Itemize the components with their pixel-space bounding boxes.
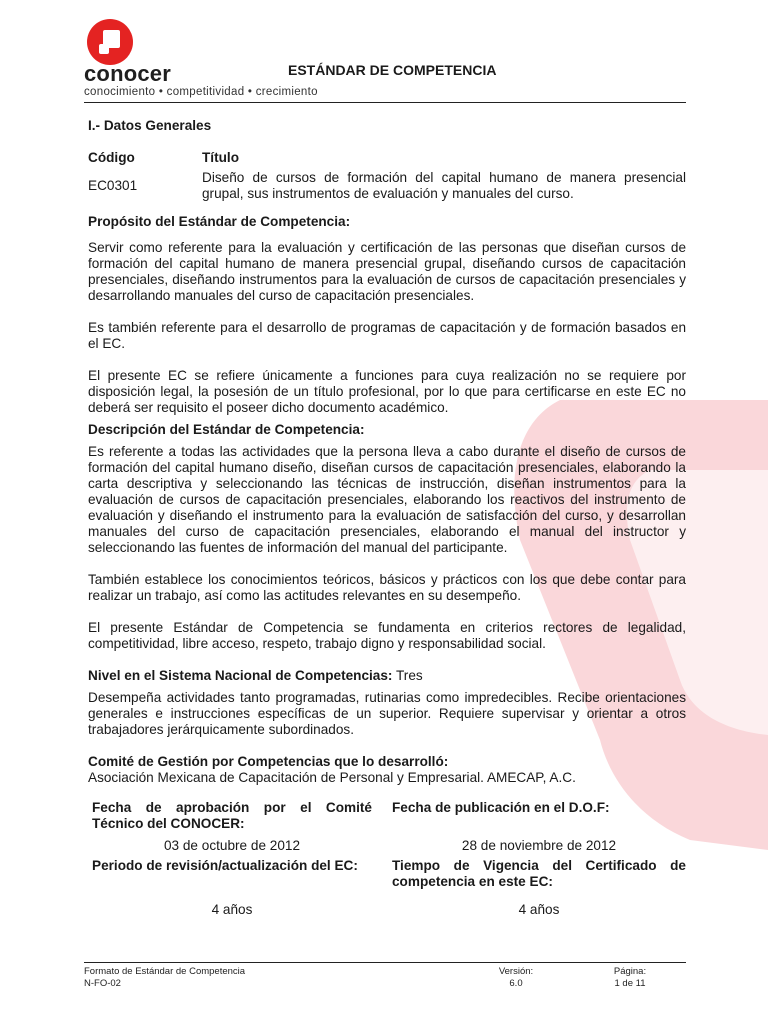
document-title: ESTÁNDAR DE COMPETENCIA xyxy=(288,62,497,78)
proposito-paragraph: Es también referente para el desarrollo de programas de capacitación y de formación basados en el EC. xyxy=(88,320,686,351)
nivel-heading: Nivel en el Sistema Nacional de Competencias: xyxy=(88,668,393,683)
nivel-description: Desempeña actividades tanto programadas, rutinarias como impredecibles. Recibe orientaciones generales e instrucciones específicas de un superior. Requiere supervisar y orientar a otros trabajadores jerárquicamente subordinados. xyxy=(88,690,686,737)
aprobacion-label: Fecha de aprobación por el Comité Técnico del CONOCER: xyxy=(92,800,372,831)
nivel-value: Tres xyxy=(392,668,423,683)
vigencia-label: Tiempo de Vigencia del Certificado de competencia en este EC: xyxy=(392,858,686,889)
footer-pagina-value: 1 de 11 xyxy=(614,978,646,989)
fechas-values-row xyxy=(92,838,686,854)
vigencia-row xyxy=(92,858,686,890)
datos-labels-row xyxy=(88,150,686,166)
aprobacion-value: 03 de octubre de 2012 xyxy=(163,838,301,853)
footer-formato-name: Formato de Estándar de Competencia xyxy=(84,966,246,977)
revision-label: Periodo de revisión/actualización del EC: xyxy=(92,858,358,873)
revision-value: 4 años xyxy=(211,902,253,917)
vigencia-values-row xyxy=(92,902,686,918)
footer-pagina-label: Página: xyxy=(613,966,647,977)
publicacion-label: Fecha de publicación en el D.O.F: xyxy=(392,800,610,815)
brand-name: conocer xyxy=(84,61,171,86)
comite-heading: Comité de Gestión por Competencias que lo desarrolló: xyxy=(88,754,449,769)
datos-generales xyxy=(88,118,686,202)
footer-pagina xyxy=(610,966,650,990)
descripcion-heading: Descripción del Estándar de Competencia: xyxy=(88,422,365,437)
codigo-label: Código xyxy=(88,150,135,165)
titulo-label: Título xyxy=(202,150,239,165)
footer-version xyxy=(496,966,536,990)
codigo-value: EC0301 xyxy=(88,178,138,193)
conocer-logo-icon xyxy=(86,18,134,66)
descripcion-paragraph: El presente Estándar de Competencia se fundamenta en criterios rectores de legalidad, competitividad, libre acceso, respeto, trabajo digno y responsabilidad social. xyxy=(88,620,686,651)
brand-tagline: conocimiento • competitividad • crecimiento xyxy=(84,86,318,98)
vigencia-value: 4 años xyxy=(518,902,560,917)
datos-values-row xyxy=(88,170,686,202)
fechas-row xyxy=(92,800,686,832)
page-footer xyxy=(84,962,686,989)
footer-formato xyxy=(84,966,245,990)
page-header xyxy=(84,18,686,103)
datos-heading: I.- Datos Generales xyxy=(88,118,212,133)
comite-value: Asociación Mexicana de Capacitación de Personal y Empresarial. AMECAP, A.C. xyxy=(88,770,576,785)
footer-formato-code: N-FO-02 xyxy=(84,978,121,989)
nivel-line xyxy=(88,668,686,684)
proposito-paragraph: El presente EC se refiere únicamente a funciones para cuya realización no se requiere por disposición legal, la posesión de un título profesional, por lo que para certificarse en este EC no deberá ser requisito el poseer dicho documento académico. xyxy=(88,368,686,415)
fechas-grid xyxy=(88,800,686,918)
titulo-value: Diseño de cursos de formación del capital humano de manera presencial grupal, sus instrumentos de evaluación y manuales del curso. xyxy=(202,170,686,201)
proposito-paragraph: Servir como referente para la evaluación y certificación de las personas que diseñan cursos de formación del capital humano de manera presencial grupal, diseñando cursos de capacitación presenciales, diseñando instrumentos para la evaluación de cursos de capacitación presenciales y desarrollando manuales del curso de capacitación presenciales. xyxy=(88,240,686,303)
descripcion-paragraph: También establece los conocimientos teóricos, básicos y prácticos con los que debe contar para realizar un trabajo, así como las actitudes relevantes en su desempeño. xyxy=(88,572,686,603)
footer-version-label: Versión: xyxy=(498,966,534,977)
footer-version-value: 6.0 xyxy=(509,978,523,989)
descripcion-paragraph: Es referente a todas las actividades que la persona lleva a cabo durante el diseño de cursos de formación del capital humano diseño, diseñan cursos de capacitación presenciales, elaborando la carta descriptiva y seleccionando las técnicas de instrucción, diseñan instrumentos para la evaluación de cursos de capacitación presenciales, elaborando los reactivos del instrumento de evaluación y diseñando el instrumento para la evaluación de satisfacción del curso, y desarrollan manuales del curso de capacitación presenciales, elaborando el manual del instructor y seleccionando las fuentes de información del manual del participante. xyxy=(88,444,686,555)
proposito-heading: Propósito del Estándar de Competencia: xyxy=(88,214,351,229)
document-body xyxy=(88,118,686,918)
publicacion-value: 28 de noviembre de 2012 xyxy=(461,838,617,853)
